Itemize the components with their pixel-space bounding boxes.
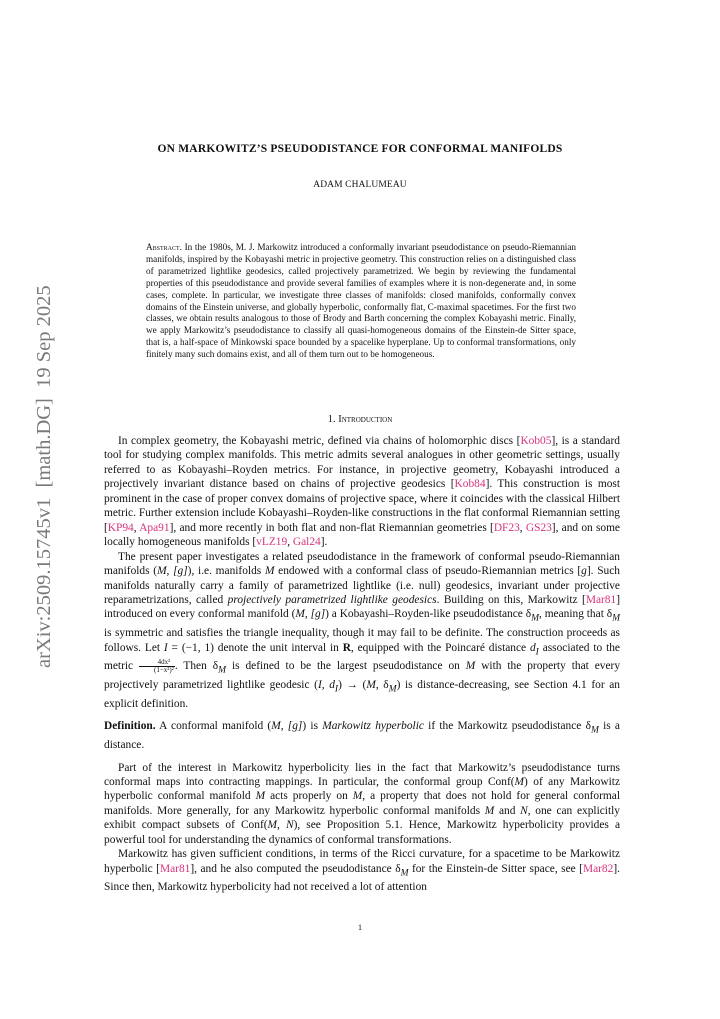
text-run: , a property that does not hold for general conformal manifolds. More generally, for any Markowitz hyperbolic conformal manifolds (104, 790, 620, 817)
math-subscript: M (218, 665, 227, 676)
math-symbol: M, N (267, 819, 294, 832)
text-run: ], is a standard tool for studying complex manifolds. This metric admits several analogues in other geometric settings, usually referred to as Kobayashi–Royden metrics. For instance, in projective geometry, Kobayashi introduced a projectively invariant distance based on chains of projective geodesics [ (104, 435, 620, 491)
math-subscript: M (388, 684, 397, 695)
citation-link[interactable]: KP94 (107, 521, 134, 534)
section-heading-introduction (0, 414, 720, 425)
definition-label: Definition. (104, 720, 156, 733)
text-run: A conformal manifold ( (155, 720, 272, 733)
text-run: = (−1, 1) denote the unit interval in (167, 641, 343, 654)
citation-link[interactable]: Kob84 (454, 478, 486, 491)
math-symbol: M (484, 804, 495, 817)
text-run: ], and he also computed the pseudodistance δ (190, 862, 401, 875)
text-run: . Building on this, Markowitz [ (436, 593, 586, 606)
text-run: ) → ( (338, 679, 367, 692)
math-symbol: M (352, 790, 363, 803)
paragraph-4 (104, 847, 620, 895)
math-subscript: I (535, 646, 539, 657)
math-subscript: M (531, 613, 539, 624)
text-run: ]. Since then, Markowitz hyperbolicity had not received a lot of attention (104, 862, 620, 894)
paper-author: ADAM CHALUMEAU (313, 180, 407, 190)
text-run: In complex geometry, the Kobayashi metric, defined via chains of holomorphic discs [ (118, 435, 521, 447)
emphasis-term: projectively parametrized lightlike geodesics (227, 593, 437, 606)
text-run: and (494, 804, 521, 817)
text-run: ], and on some locally homogeneous manifolds [ (104, 521, 620, 549)
math-symbol: M (465, 660, 476, 673)
citation-link[interactable]: Kob05 (520, 435, 552, 447)
section-number: 1. (327, 414, 336, 425)
section-title: Introduction (338, 414, 393, 425)
text-run: . Then δ (174, 660, 219, 673)
text-run: Markowitz has given sufficient conditions, in terms of the Ricci curvature, for a spacetime to be Markowitz hyperbolic [ (104, 848, 620, 875)
fraction-numerator: 4dx² (139, 659, 175, 667)
text-run: , (133, 521, 140, 534)
math-symbol: M, [g] (157, 565, 188, 578)
text-run: ) of any Markowitz hyperbolic conformal manifold (104, 776, 620, 803)
text-run: ), i.e. manifolds (187, 565, 265, 578)
paragraph-1 (104, 434, 620, 550)
text-run: is symmetric and satisfies the triangle inequality, though it may fail to be definite. The construction proceeds as follows. Let (104, 627, 620, 654)
text-run: if the Markowitz pseudodistance δ (423, 720, 591, 733)
text-run: The present paper investigates a related pseudodistance in the framework of conformal pseudo-Riemannian manifolds ( (104, 550, 620, 578)
paragraph-3 (104, 761, 620, 848)
text-run: ) a Kobayashi–Royden-like pseudodistance δ (325, 608, 532, 621)
page-number: 1 (357, 922, 363, 932)
definition-block (104, 719, 620, 752)
text-run: for the Einstein-de Sitter space, see [ (408, 862, 583, 875)
text-run: ) is distance-decreasing, see Section 4.1 for an explicit definition. (104, 679, 620, 710)
math-symbol: M (366, 679, 376, 692)
math-subscript: M (400, 868, 409, 879)
citation-link[interactable]: Gal24 (292, 536, 321, 549)
math-symbol: M, [g] (295, 608, 326, 621)
math-subscript: M (612, 613, 620, 624)
text-run: , (287, 536, 293, 549)
math-symbol: M (255, 790, 266, 803)
citation-link[interactable]: GS23 (525, 521, 552, 534)
text-run: ]. Such manifolds naturally carry a family of parametrized lightlike (i.e. null) geodesics, invariant under projective reparametrizations, called (104, 565, 620, 606)
math-subscript: I (334, 684, 339, 695)
body-text (104, 434, 620, 895)
citation-link[interactable]: vLZ19 (256, 536, 288, 549)
math-symbol: M (514, 776, 525, 789)
text-run: ] introduced on every conformal manifold ( (104, 593, 620, 621)
text-run: ), see Proposition 5.1. Hence, Markowitz hyperbolicity provides a powerful tool for understanding the dynamics of conformal transformations. (104, 819, 620, 846)
math-symbol: d (529, 641, 536, 654)
fraction-denominator: (1−x²)² (154, 666, 174, 675)
math-symbol: M, [g] (271, 720, 303, 733)
text-run: endowed with a conformal class of pseudo-Riemannian metrics [ (274, 565, 582, 578)
text-run: with the property that every projectively parametrized lightlike geodesic ( (104, 660, 621, 692)
paper-title: ON MARKOWITZ’S PSEUDODISTANCE FOR CONFORMAL MANIFOLDS (157, 143, 563, 155)
arxiv-identifier-stamp (14, 268, 62, 668)
abstract-label: Abstract. (146, 242, 182, 252)
arxiv-identifier-text: arXiv:2509.15745v1 [math.DG] 19 Sep 2025 (33, 285, 55, 668)
paragraph-2 (104, 550, 620, 712)
text-run: associated to the metric (104, 641, 620, 673)
citation-link[interactable]: Mar82 (582, 862, 614, 875)
text-run: ]. This construction is most prominent in the case of proper convex domains of projective space, where it coincides with the classical Hilbert metric. Further extension include Kobayashi–Royden-like constructions in the flat conformal Riemannian setting [ (104, 478, 620, 534)
abstract-text: In the 1980s, M. J. Markowitz introduced a conformally invariant pseudodistance on pseudo-Riemannian manifolds, inspired by the Kobayashi metric in projective geometry. This construction relies on a distinguished class of parametrized lightlike geodesics, called projectively parametrized. We begin by reviewing the fundamental properties of this pseudodistance and provide several families of examples where it is non-degenerate and, in some cases, complete. In particular, we investigate three classes of manifolds: closed manifolds, conformally convex domains of the Einstein universe, and globally hyperbolic, conformally flat, C-maximal spacetimes. For the first two classes, we obtain results analogous to those of Brody and Barth concerning the complex Kobayashi metric. Finally, we apply Markowitz’s pseudodistance to classify all quasi-homogeneous domains of the Einstein-de Sitter space, that is, a half-space of Minkowski space bounded by a spacelike hyperplane. Up to conformal transformations, only finitely many such domains exist, and all of them turn out to be homogeneous. (146, 242, 577, 360)
text-run: , equipped with the Poincaré distance (350, 641, 530, 654)
citation-link[interactable]: Mar81 (159, 862, 191, 875)
math-symbol: I, d (317, 679, 335, 692)
text-run: ], and more recently in both flat and non-flat Riemannian geometries [ (169, 521, 494, 534)
math-symbol: M (264, 565, 275, 578)
text-run: is defined to be the largest pseudodistance on (226, 660, 466, 673)
math-symbol: I (163, 641, 168, 654)
text-run: ) is (302, 720, 323, 733)
text-run: Part of the interest in Markowitz hyperbolicity lies in the fact that Markowitz’s pseudodistance turns conformal maps into contracting mappings. In particular, the conformal group Conf( (104, 761, 620, 789)
citation-link[interactable]: Mar81 (585, 593, 617, 606)
abstract (146, 242, 576, 361)
text-run: , one can explicitly exhibit compact subsets of Conf( (104, 804, 620, 832)
text-run: acts properly on (265, 790, 353, 803)
text-run: , meaning that δ (539, 608, 613, 621)
text-run: , δ (375, 679, 389, 692)
citation-link[interactable]: Apa91 (139, 521, 170, 534)
text-run: , (519, 521, 526, 534)
metric-fraction (139, 659, 175, 674)
text-run: is a distance. (104, 720, 620, 752)
emphasis-term: Markowitz hyperbolic (322, 720, 424, 733)
math-symbol: g (581, 565, 587, 578)
math-symbol: N (520, 804, 528, 817)
math-bold-symbol: R (342, 641, 351, 654)
math-subscript: M (590, 725, 599, 736)
text-run: ]. (320, 536, 328, 549)
citation-link[interactable]: DF23 (493, 521, 520, 534)
